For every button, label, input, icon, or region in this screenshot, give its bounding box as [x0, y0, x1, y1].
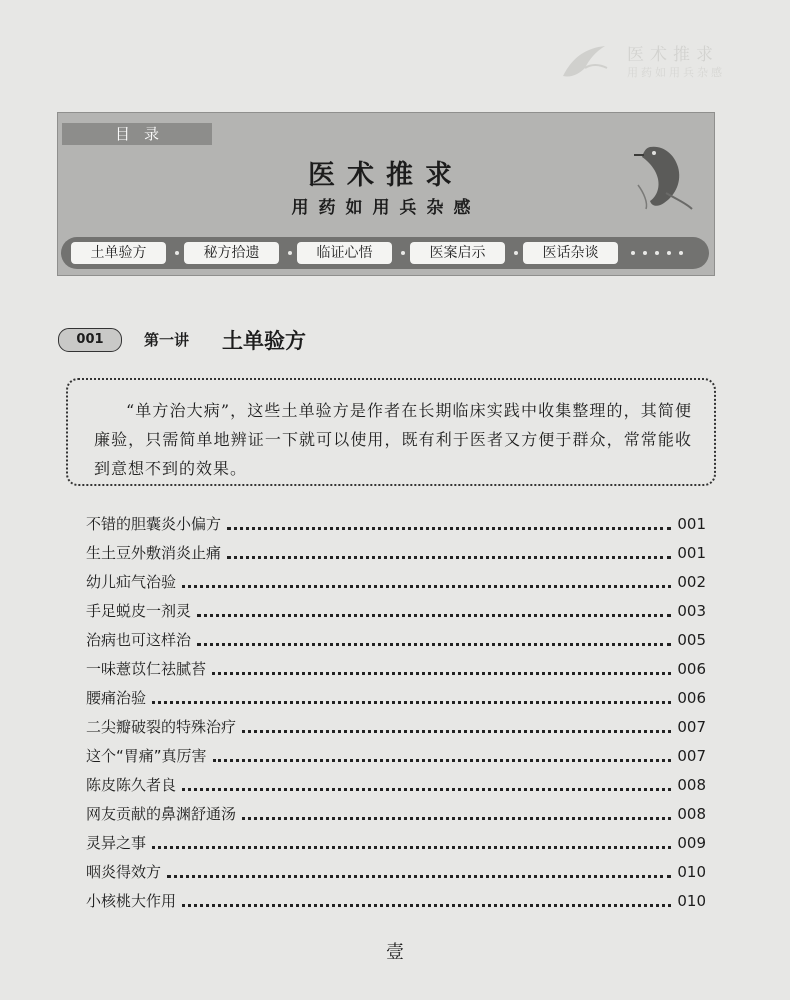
dot-separator	[655, 251, 659, 255]
toc-entry-title: 这个“胃痛”真厉害	[86, 747, 207, 765]
toc-entry-page: 008	[677, 805, 706, 823]
dot-leader	[182, 787, 671, 791]
lecture-number-badge: 001	[58, 328, 122, 352]
dot-leader	[197, 642, 671, 646]
toc-entry[interactable]	[86, 890, 706, 919]
toc-entry-title: 治病也可这样治	[86, 631, 192, 649]
toc-entry-page: 002	[677, 573, 706, 591]
toc-entry-title: 生土豆外敷消炎止痛	[86, 544, 222, 562]
page-number: 壹	[386, 942, 404, 963]
lecture-label: 第一讲	[144, 331, 190, 349]
dot-leader	[213, 758, 672, 762]
dot-separator	[175, 251, 179, 255]
toc-entry-page: 007	[677, 747, 706, 765]
toc-entry-page: 006	[677, 689, 706, 707]
toc-list	[86, 513, 706, 919]
toc-entry[interactable]	[86, 803, 706, 832]
dot-leader	[152, 845, 671, 849]
dot-leader	[182, 584, 671, 588]
toc-entry[interactable]	[86, 629, 706, 658]
toc-entry-title: 一味薏苡仁祛腻苔	[86, 660, 207, 678]
toc-entry-title: 陈皮陈久者良	[86, 776, 177, 794]
dot-leader	[242, 729, 671, 733]
toc-entry-page: 010	[677, 863, 706, 881]
toc-entry-page: 001	[677, 515, 706, 533]
toc-entry-title: 咽炎得效方	[86, 863, 162, 881]
tab-tudan-yanfang: 土单验方	[71, 242, 166, 264]
toc-entry[interactable]	[86, 745, 706, 774]
bird-illustration	[630, 141, 694, 211]
toc-entry[interactable]	[86, 687, 706, 716]
toc-entry[interactable]	[86, 513, 706, 542]
toc-entry-title: 不错的胆囊炎小偏方	[86, 515, 222, 533]
toc-entry-page: 007	[677, 718, 706, 736]
toc-entry-page: 003	[677, 602, 706, 620]
toc-entry-title: 手足蜕皮一剂灵	[86, 602, 192, 620]
toc-entry-title: 幼儿疝气治验	[86, 573, 177, 591]
toc-entry-page: 005	[677, 631, 706, 649]
tab-mifang-shiyi: 秘方拾遗	[184, 242, 279, 264]
toc-entry[interactable]	[86, 600, 706, 629]
toc-entry-title: 网友贡献的鼻渊舒通汤	[86, 805, 237, 823]
dot-leader	[227, 555, 671, 559]
bird-illustration	[555, 38, 615, 84]
toc-banner	[57, 112, 715, 276]
dot-leader	[227, 526, 671, 530]
toc-entry[interactable]	[86, 861, 706, 890]
dot-leader	[242, 816, 671, 820]
dot-leader	[167, 874, 671, 878]
dot-leader	[182, 903, 671, 907]
toc-entry[interactable]	[86, 832, 706, 861]
dot-leader	[197, 613, 671, 617]
lecture-title: 土单验方	[222, 328, 306, 353]
dot-separator	[631, 251, 635, 255]
toc-entry-title: 灵异之事	[86, 834, 147, 852]
toc-entry-page: 001	[677, 544, 706, 562]
toc-entry-page: 008	[677, 776, 706, 794]
tab-linzheng-xinwu: 临证心悟	[297, 242, 392, 264]
corner-title: 医术推求	[627, 45, 719, 65]
dot-leader	[152, 700, 671, 704]
dot-separator	[401, 251, 405, 255]
category-tab-bar	[61, 237, 709, 269]
dot-separator	[667, 251, 671, 255]
toc-entry-page: 006	[677, 660, 706, 678]
dot-separator	[288, 251, 292, 255]
toc-entry-title: 二尖瓣破裂的特殊治疗	[86, 718, 237, 736]
dot-separator	[643, 251, 647, 255]
toc-entry-page: 010	[677, 892, 706, 910]
toc-entry-title: 腰痛治验	[86, 689, 147, 707]
lecture-intro: “单方治大病”，这些土单验方是作者在长期临床实践中收集整理的，其简便廉验，只需简单地辨证一下就可以使用，既有利于医者又方便于群众，常常能收到意想不到的效果。	[66, 378, 716, 486]
toc-entry[interactable]	[86, 658, 706, 687]
dot-separator	[514, 251, 518, 255]
toc-entry[interactable]	[86, 774, 706, 803]
toc-entry-page: 009	[677, 834, 706, 852]
corner-header	[555, 38, 745, 86]
toc-entry[interactable]	[86, 716, 706, 745]
tab-yian-qishi: 医案启示	[410, 242, 505, 264]
toc-entry[interactable]	[86, 571, 706, 600]
toc-entry-title: 小核桃大作用	[86, 892, 177, 910]
tab-yihua-zatan: 医话杂谈	[523, 242, 618, 264]
corner-subtitle: 用药如用兵杂感	[627, 66, 725, 79]
dot-leader	[212, 671, 671, 675]
section-label: 目录	[62, 123, 212, 145]
toc-entry[interactable]	[86, 542, 706, 571]
book-subtitle: 用药如用兵杂感	[291, 198, 481, 218]
dot-separator	[679, 251, 683, 255]
book-title: 医术推求	[308, 160, 464, 191]
